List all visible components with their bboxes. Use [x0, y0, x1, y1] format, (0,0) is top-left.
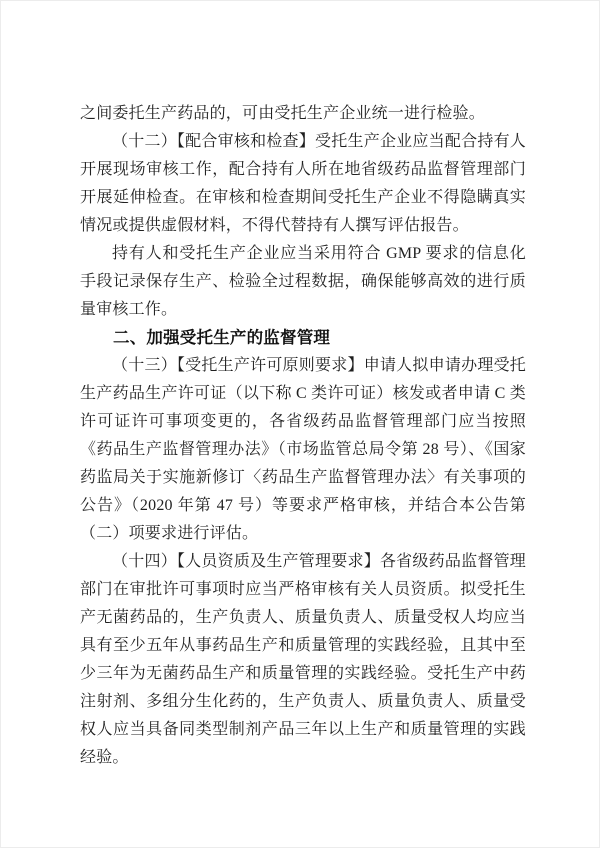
document-text-block: [80, 100, 526, 772]
section-heading: 二、加强受托生产的监督管理: [113, 329, 331, 347]
paragraph-item-12: （十二）【配合审核和检查】受托生产企业应当配合持有人开展现场审核工作，配合持有人所在地省级药品监督管理部门开展延伸检查。在审核和检查期间受托生产企业不得隐瞒真实情况或提供虚假材料，不得代替持有人撰写评估报告。: [80, 133, 526, 234]
paragraph-gmp-records: 持有人和受托生产企业应当采用符合 GMP 要求的信息化手段记录保存生产、检验全过程数据，确保能够高效的进行质量审核工作。: [80, 245, 526, 318]
paragraph-item-13: （十三）【受托生产许可原则要求】申请人拟申请办理受托生产药品生产许可证（以下称 C 类许可证）核发或者申请 C 类许可证许可事项变更的，各省级药品监督管理部门应当按照《药品生产监督管理办法》（市场监管总局令第 28 号）、《国家药监局关于实施新修订〈药品生产监督管理办法〉有关事项的公告》（2020 年第 47 号）等要求严格审核，并结合本公告第（二）项要求进行评估。: [80, 357, 526, 542]
paragraph-continuation: 之间委托生产药品的，可由受托生产企业统一进行检验。: [80, 105, 486, 122]
paragraph-item-14: （十四）【人员资质及生产管理要求】各省级药品监督管理部门在审批许可事项时应当严格审核有关人员资质。拟受托生产无菌药品的，生产负责人、质量负责人、质量受权人均应当具有至少五年从事药品生产和质量管理的实践经验，且其中至少三年为无菌药品生产和质量管理的实践经验。受托生产中药注射剂、多组分生化药的，生产负责人、质量负责人、质量受权人应当具备同类型制剂产品三年以上生产和质量管理的实践经验。: [80, 553, 526, 766]
